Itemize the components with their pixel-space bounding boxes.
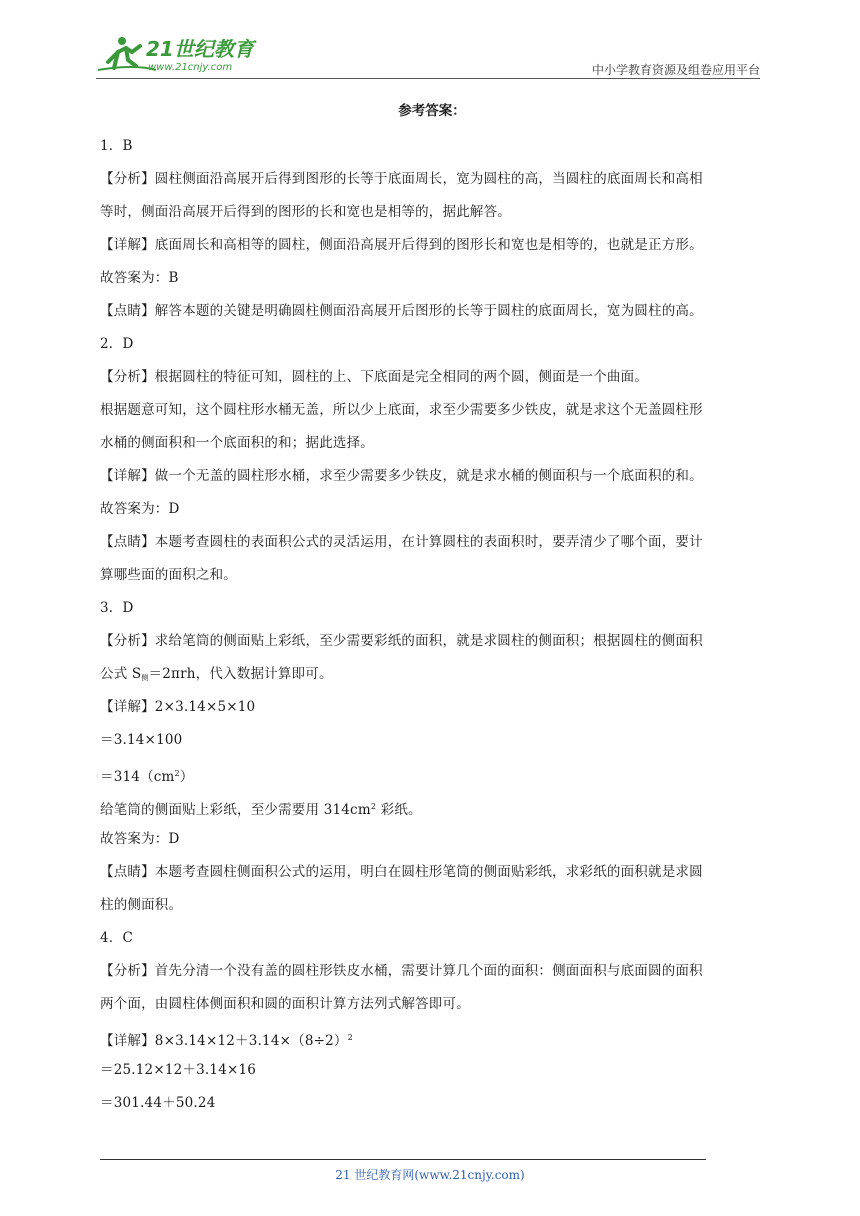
text-line: 【详解】底面周长和高相等的圆柱，侧面沿高展开后得到的图形长和宽也是相等的，也就是正方形。: [100, 237, 703, 253]
text-line: 故答案为：D: [100, 831, 180, 847]
text-line: 【点睛】本题考查圆柱侧面积公式的运用，明白在圆柱形笔筒的侧面贴彩纸，求彩纸的面积就是求圆: [100, 864, 703, 880]
paper-prefix: 给笔筒的侧面贴上彩纸，至少需要用 314cm: [100, 802, 371, 818]
text-line: 【分析】根据圆柱的特征可知，圆柱的上、下底面是完全相同的两个圆，侧面是一个曲面。: [100, 369, 648, 385]
footer-divider: [100, 1159, 706, 1160]
paper-line: [100, 790, 764, 823]
result-superscript: 2: [174, 769, 180, 778]
calc-line: [100, 1021, 764, 1054]
text-line: 根据题意可知，这个圆柱形水桶无盖，所以少上底面，求至少需要多少铁皮，就是求这个无盖圆柱形: [100, 402, 703, 418]
text-line: 水桶的侧面积和一个底面积的和；据此选择。: [100, 435, 374, 451]
paper-suffix: 彩纸。: [376, 802, 422, 818]
formula-prefix: 公式 S: [100, 666, 142, 682]
formula-line: [100, 658, 764, 691]
text-line: ＝3.14×100: [100, 732, 183, 748]
text-line: 2．D: [100, 336, 134, 352]
footer-link[interactable]: 21 世纪教育网(www.21cnjy.com): [335, 1168, 525, 1182]
formula-subscript: 侧: [141, 674, 149, 682]
text-line: 故答案为：B: [100, 270, 179, 286]
text-line: 3．D: [100, 600, 134, 616]
answer-content: [100, 100, 764, 1120]
text-line: 【点睛】本题考查圆柱的表面积公式的灵活运用，在计算圆柱的表面积时，要弄清少了哪个面，要计: [100, 534, 703, 550]
header-divider: [96, 78, 760, 79]
answers-title: 参考答案：: [398, 103, 466, 119]
result-prefix: ＝314（cm: [100, 769, 175, 785]
text-line: 【分析】圆柱侧面沿高展开后得到图形的长等于底面周长，宽为圆柱的高，当圆柱的底面周长和高相: [100, 171, 703, 187]
text-line: 【详解】2×3.14×5×10: [100, 699, 256, 715]
text-line: 算哪些面的面积之和。: [100, 567, 237, 583]
calc-prefix: 【详解】8×3.14×12＋3.14×（8÷2）: [100, 1033, 348, 1049]
paper-superscript: 2: [370, 802, 377, 811]
text-line: 两个面，由圆柱体侧面积和圆的面积计算方法列式解答即可。: [100, 996, 470, 1012]
text-line: ＝301.44＋50.24: [100, 1095, 216, 1111]
text-line: 【点睛】解答本题的关键是明确圆柱侧面沿高展开后图形的长等于圆柱的底面周长，宽为圆柱的高。: [100, 303, 703, 319]
logo-url: www.21cnjy.com: [148, 62, 233, 73]
logo-21cnjy: [96, 34, 266, 74]
logo-text: 21世纪教育: [146, 37, 254, 61]
text-line: 【详解】做一个无盖的圆柱形水桶，求至少需要多少铁皮，就是求水桶的侧面积与一个底面积的和。: [100, 468, 703, 484]
formula-suffix: ＝2πrh，代入数据计算即可。: [148, 666, 333, 682]
text-line: 【分析】首先分清一个没有盖的圆柱形铁皮水桶，需要计算几个面的面积：侧面面积与底面圆的面积: [100, 963, 703, 979]
text-line: 故答案为：D: [100, 501, 180, 517]
text-line: 柱的侧面积。: [100, 897, 183, 913]
text-line: 等时，侧面沿高展开后得到的图形的长和宽也是相等的，据此解答。: [100, 204, 511, 220]
text-line: 4．C: [100, 930, 134, 946]
result-suffix: ）: [179, 769, 194, 785]
text-line: 1．B: [100, 138, 133, 154]
text-line: 【分析】求给笔筒的侧面贴上彩纸，至少需要彩纸的面积，就是求圆柱的侧面积；根据圆柱的侧面积: [100, 633, 703, 649]
calc-superscript: 2: [347, 1033, 353, 1042]
platform-name: 中小学教育资源及组卷应用平台: [591, 63, 760, 77]
result-line: [100, 757, 764, 790]
text-line: ＝25.12×12＋3.14×16: [100, 1062, 257, 1078]
page-header: [96, 30, 760, 80]
